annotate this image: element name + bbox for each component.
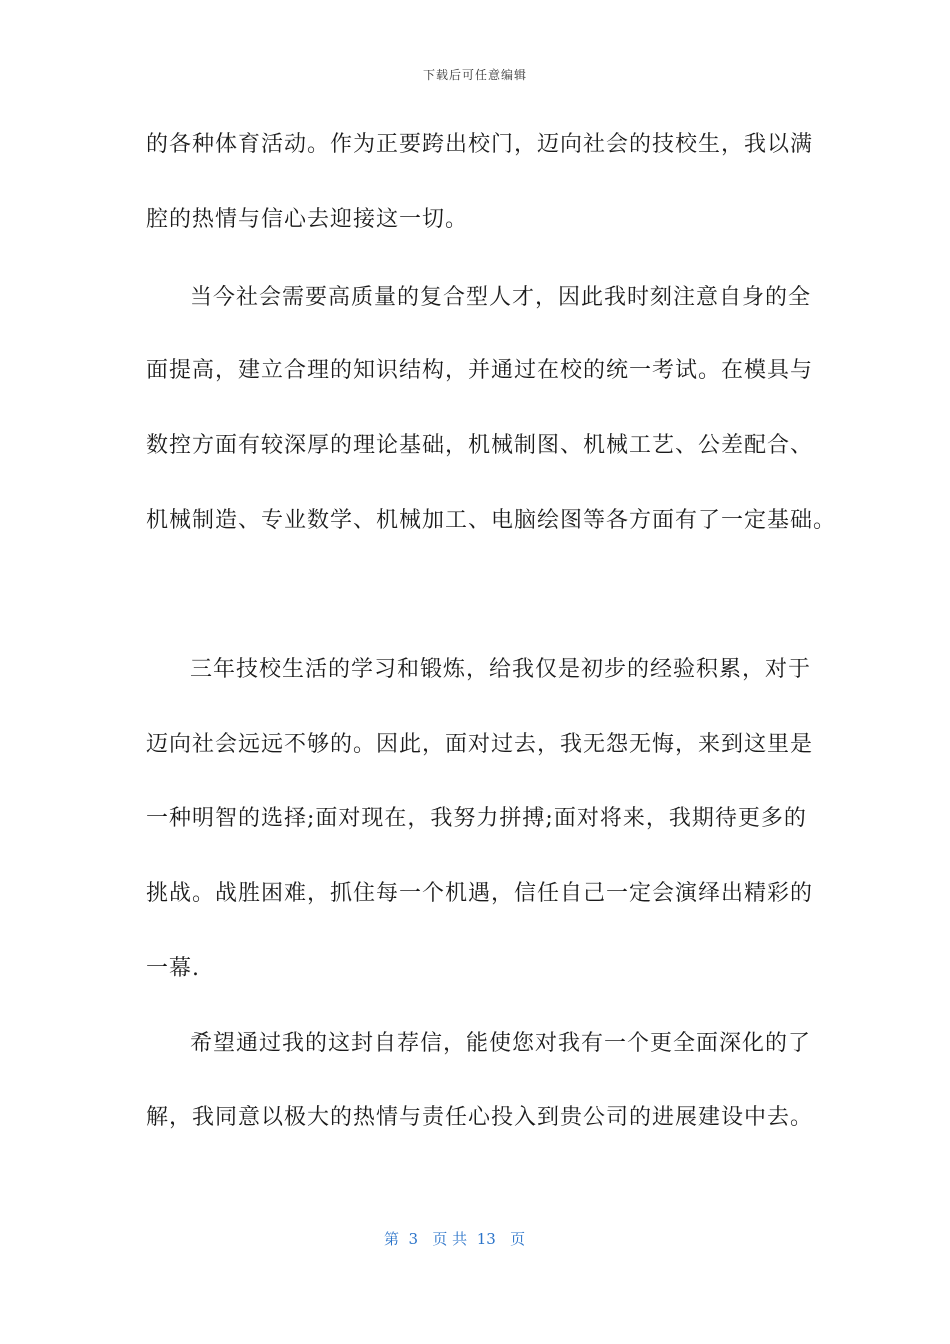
body-line-1: 的各种体育活动。作为正要跨出校门，迈向社会的技校生，我以满 <box>146 132 814 157</box>
body-line-9: 一种明智的选择;面对现在，我努力拼搏;面对将来，我期待更多的 <box>146 806 807 831</box>
page-number-footer: 第 3 页 共 13 页 <box>384 1230 526 1248</box>
body-line-7: 三年技校生活的学习和锻炼，给我仅是初步的经验积累，对于 <box>190 657 812 682</box>
body-line-3: 当今社会需要高质量的复合型人才，因此我时刻注意自身的全 <box>190 285 812 310</box>
body-line-2: 腔的热情与信心去迎接这一切。 <box>146 207 469 232</box>
body-line-8: 迈向社会远远不够的。因此，面对过去，我无怨无悔，来到这里是 <box>146 732 814 757</box>
page-header: 下载后可任意编辑 <box>422 68 527 82</box>
body-line-4: 面提高，建立合理的知识结构，并通过在校的统一考试。在模具与 <box>146 358 814 383</box>
body-line-6: 机械制造、专业数学、机械加工、电脑绘图等各方面有了一定基础。 <box>146 508 837 533</box>
body-line-10: 挑战。战胜困难，抓住每一个机遇，信任自己一定会演绎出精彩的 <box>146 881 814 906</box>
body-line-5: 数控方面有较深厚的理论基础，机械制图、机械工艺、公差配合、 <box>146 433 814 458</box>
body-line-13: 解，我同意以极大的热情与责任心投入到贵公司的进展建设中去。 <box>146 1105 814 1130</box>
body-line-12: 希望通过我的这封自荐信，能使您对我有一个更全面深化的了 <box>190 1031 812 1056</box>
body-line-11: 一幕. <box>146 956 200 981</box>
